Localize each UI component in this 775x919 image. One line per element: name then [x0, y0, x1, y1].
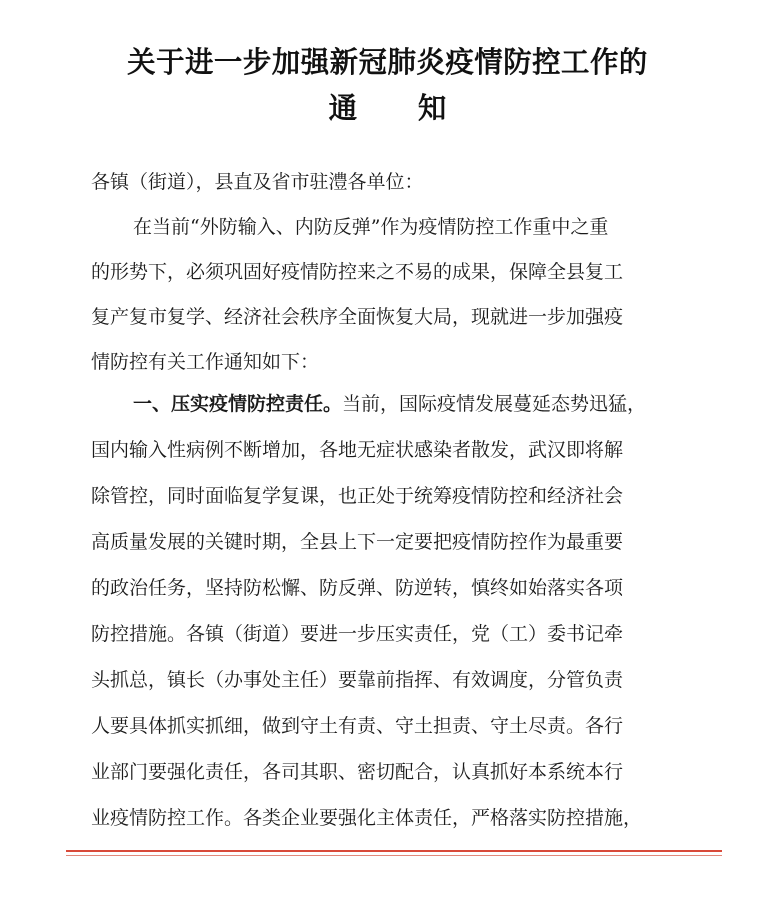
document-title-line-2: 通知	[328, 91, 508, 125]
paragraph-line: 防控措施。各镇（街道）要进一步压实责任，党（工）委书记牵	[91, 623, 624, 645]
red-divider-line	[66, 850, 722, 852]
section-1-first-line	[133, 390, 646, 418]
paragraph-line: 高质量发展的关键时期，全县上下一定要把疫情防控作为最重要	[91, 531, 624, 553]
section-1-first-line-text: 当前，国际疫情发展蔓延态势迅猛，	[342, 393, 647, 415]
paragraph-line: 除管控，同时面临复学复课，也正处于统筹疫情防控和经济社会	[91, 485, 624, 507]
paragraph-line: 国内输入性病例不断增加，各地无症状感染者散发，武汉即将解	[91, 439, 624, 461]
document-title-line-1: 关于进一步加强新冠肺炎疫情防控工作的	[127, 45, 648, 79]
intro-line: 复产复市复学、经济社会秩序全面恢复大局，现就进一步加强疫	[91, 306, 624, 328]
salutation: 各镇（街道），县直及省市驻澧各单位：	[91, 171, 424, 193]
section-1-heading: 一、压实疫情防控责任。	[133, 393, 343, 415]
intro-line: 在当前“外防输入、内防反弹”作为疫情防控工作重中之重	[133, 216, 609, 238]
paragraph-line: 头抓总，镇长（办事处主任）要靠前指挥、有效调度，分管负责	[91, 669, 624, 691]
intro-line: 的形势下，必须巩固好疫情防控来之不易的成果，保障全县复工	[91, 261, 624, 283]
red-divider-line-thin	[66, 855, 722, 856]
paragraph-line: 业部门要强化责任，各司其职、密切配合，认真抓好本系统本行	[91, 761, 624, 783]
paragraph-line: 的政治任务，坚持防松懈、防反弹、防逆转，慎终如始落实各项	[91, 577, 624, 599]
intro-line: 情防控有关工作通知如下：	[91, 351, 320, 373]
paragraph-line: 业疫情防控工作。各类企业要强化主体责任，严格落实防控措施，	[91, 807, 643, 829]
paragraph-line: 人要具体抓实抓细，做到守土有责、守土担责、守土尽责。各行	[91, 715, 624, 737]
